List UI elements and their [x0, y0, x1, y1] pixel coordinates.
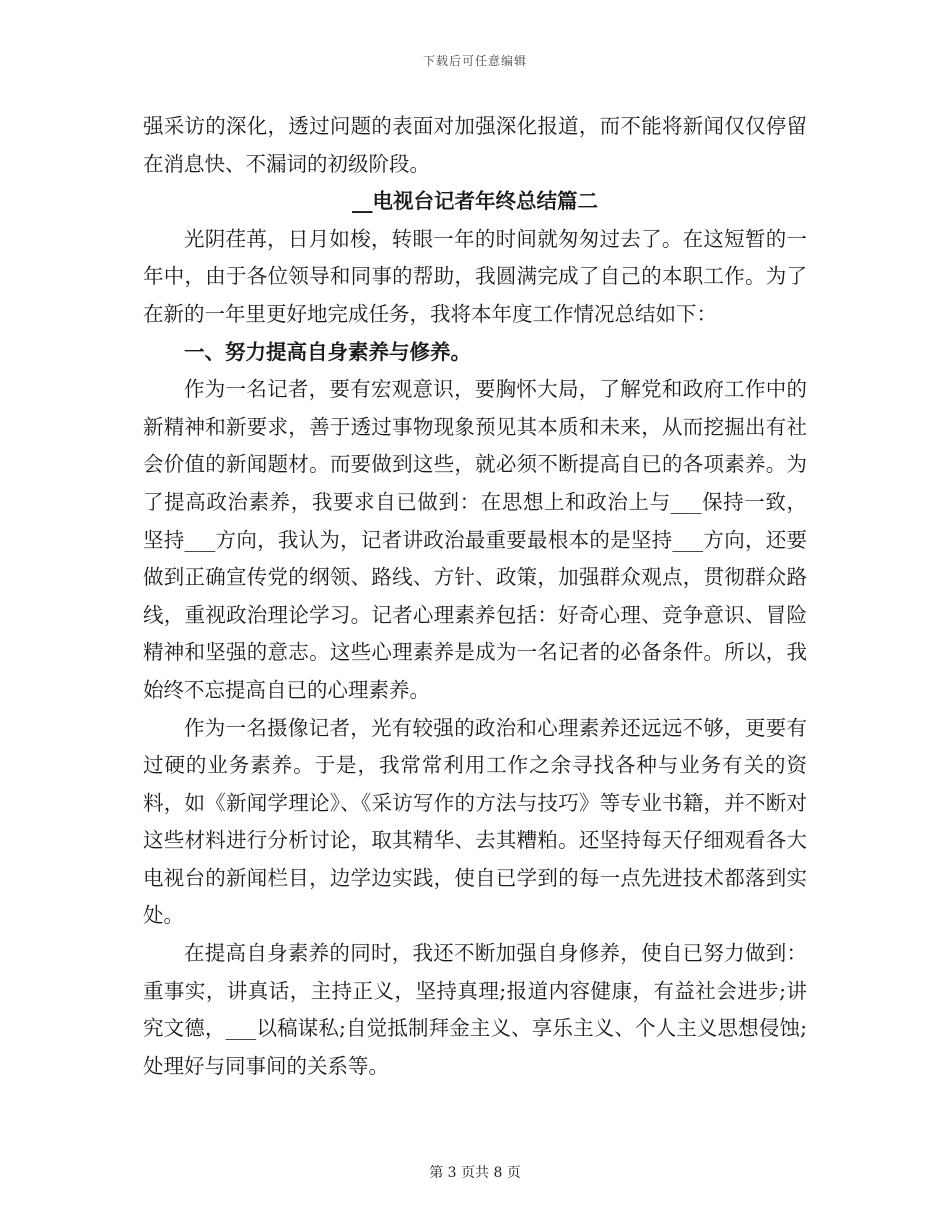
section-title: __电视台记者年终总结篇二	[352, 189, 598, 214]
paragraph-continued: 强采访的深化，透过问题的表面对加强深化报道，而不能将新闻仅仅停留在消息快、不漏词的初级阶段。	[143, 114, 807, 176]
page-number: 第 3 页共 8 页	[429, 1165, 521, 1181]
page-header: 下载后可任意编辑	[422, 54, 527, 68]
paragraph-ethics: 在提高自身素养的同时，我还不断加强自身修养，使自已努力做到：重事实，讲真话，主持正义，坚持真理;报道内容健康，有益社会进步;讲究文德，___以稿谋私;自觉抵制拜金主义、享乐主义、个人主义思想侵蚀;处理好与同事间的关系等。	[143, 941, 807, 1078]
paragraph-political: 作为一名记者，要有宏观意识，要胸怀大局，了解党和政府工作中的新精神和新要求，善于透过事物现象预见其本质和未来，从而挖掘出有社会价值的新闻题材。而要做到这些，就必须不断提高自已的各项素养。为了提高政治素养，我要求自已做到：在思想上和政治上与___保持一致，坚持___方向，我认为，记者讲政治最重要最根本的是坚持___方向，还要做到正确宣传党的纲领、路线、方针、政策，加强群众观点，贯彻群众路线，重视政治理论学习。记者心理素养包括：好奇心理、竞争意识、冒险精神和坚强的意志。这些心理素养是成为一名记者的必备条件。所以，我始终不忘提高自已的心理素养。	[143, 377, 807, 702]
paragraph-professional: 作为一名摄像记者，光有较强的政治和心理素养还远远不够，更要有过硬的业务素养。于是，我常常利用工作之余寻找各种与业务有关的资料，如《新闻学理论》、《采访写作的方法与技巧》等专业书籍，并不断对这些材料进行分析讨论，取其精华、去其糟粕。还坚持每天仔细观看各大电视台的新闻栏目，边学边实践，使自已学到的每一点先进技术都落到实处。	[143, 715, 807, 928]
section-heading: 一、努力提高自身素养与修养。	[184, 339, 471, 364]
paragraph-intro: 光阴荏苒，日月如梭，转眼一年的时间就匆匆过去了。在这短暂的一年中，由于各位领导和同事的帮助，我圆满完成了自己的本职工作。为了在新的一年里更好地完成任务，我将本年度工作情况总结如下：	[143, 226, 807, 326]
document-body	[143, 108, 807, 1085]
